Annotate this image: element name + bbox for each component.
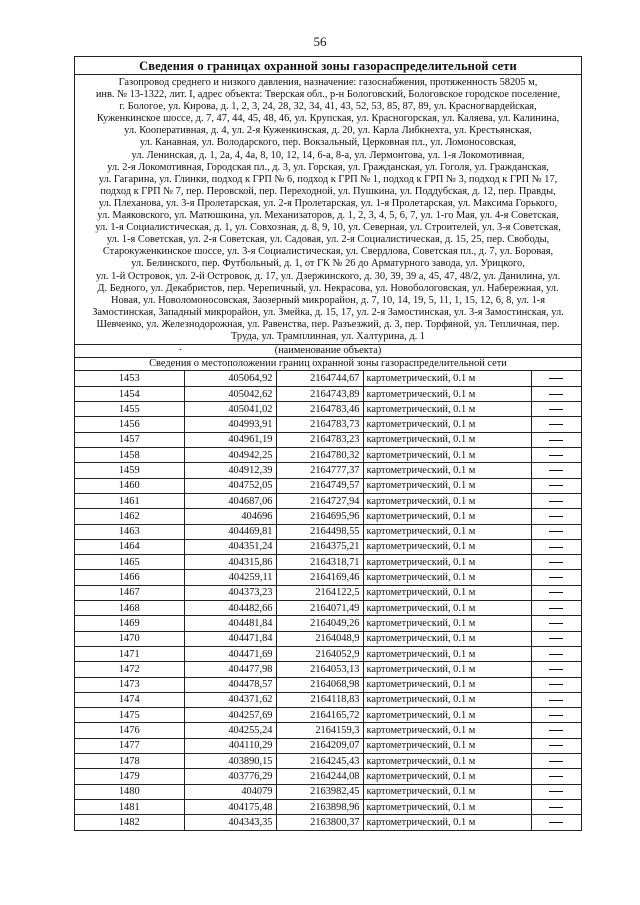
description-line: Куженкинское шоссе, д. 7, 47, 44, 45, 48, 46, ул. Крупская, ул. Красногорская, ул. Каляева, ул. Калинина, [96, 113, 560, 125]
dash-cell [531, 417, 581, 432]
point-number-cell: 1455 [75, 402, 184, 417]
table-row [75, 723, 581, 738]
table-row [75, 524, 581, 539]
section-title: Сведения о местоположении границ охранной зоны газораспределительной сети [75, 358, 581, 371]
dash-cell [531, 769, 581, 784]
method-cell: картометрический, 0.1 м [363, 417, 531, 432]
table-row [75, 570, 581, 585]
point-number-cell: 1454 [75, 386, 184, 401]
y-coordinate-cell: 2164122,5 [276, 585, 363, 600]
dash-cell [531, 753, 581, 768]
dash-cell [531, 478, 581, 493]
point-number-cell: 1469 [75, 616, 184, 631]
table-row [75, 784, 581, 799]
dash-mark [549, 669, 563, 670]
x-coordinate-cell: 404687,06 [184, 493, 276, 508]
dash-cell [531, 723, 581, 738]
x-coordinate-cell: 404351,24 [184, 539, 276, 554]
dash-cell [531, 677, 581, 692]
method-cell: картометрический, 0.1 м [363, 478, 531, 493]
method-cell: картометрический, 0.1 м [363, 539, 531, 554]
table-row [75, 386, 581, 401]
x-coordinate-cell: 404175,48 [184, 799, 276, 814]
description-line: инв. № 13-1322, лит. I, адрес объекта: Тверская обл., р-н Бологовский, Бологовское городское поселение, [95, 89, 561, 101]
x-coordinate-cell: 404993,91 [184, 417, 276, 432]
description-line: ул. 1-й Островок, ул. 2-й Островок, д. 17, ул. Дзержинского, д. 30, 39, 39 а, 45, 47, 48/2, ул. Данилина, ул. [95, 270, 561, 282]
x-coordinate-cell: 404343,35 [184, 815, 276, 830]
x-coordinate-cell: 404471,84 [184, 631, 276, 646]
table-row [75, 371, 581, 386]
point-number-cell: 1482 [75, 815, 184, 830]
description-line: Замостинская, Западный микрорайон, ул. Змейка, д. 15, 17, ул. 2-я Замостинская, ул. 3-я Замостинская, ул. [92, 306, 564, 318]
y-coordinate-cell: 2164118,83 [276, 692, 363, 707]
method-cell: картометрический, 0.1 м [363, 692, 531, 707]
table-row [75, 662, 581, 677]
point-number-cell: 1463 [75, 524, 184, 539]
x-coordinate-cell: 404259,11 [184, 570, 276, 585]
dash-cell [531, 631, 581, 646]
method-cell: картометрический, 0.1 м [363, 371, 531, 386]
dash-mark [549, 776, 563, 777]
table-row [75, 417, 581, 432]
table-row [75, 677, 581, 692]
dash-mark [549, 623, 563, 624]
method-cell: картометрический, 0.1 м [363, 815, 531, 830]
y-coordinate-cell: 2164049,26 [276, 616, 363, 631]
table-row [75, 692, 581, 707]
point-number-cell: 1478 [75, 753, 184, 768]
point-number-cell: 1456 [75, 417, 184, 432]
point-number-cell: 1457 [75, 432, 184, 447]
table-row [75, 753, 581, 768]
x-coordinate-cell: 404469,81 [184, 524, 276, 539]
x-coordinate-cell: 404912,39 [184, 463, 276, 478]
method-cell: картометрический, 0.1 м [363, 708, 531, 723]
dash-mark [549, 791, 563, 792]
y-coordinate-cell: 2164783,73 [276, 417, 363, 432]
table-row [75, 478, 581, 493]
y-coordinate-cell: 2164375,21 [276, 539, 363, 554]
method-cell: картометрический, 0.1 м [363, 524, 531, 539]
y-coordinate-cell: 2164244,08 [276, 769, 363, 784]
dash-mark [549, 531, 563, 532]
y-coordinate-cell: 2163800,37 [276, 815, 363, 830]
y-coordinate-cell: 2164052,9 [276, 646, 363, 661]
description-line: подход к ГРП № 7, пер. Перовской, пер. Переходной, ул. Пушкина, ул. Поддубская, д. 12, пер. Правды, [100, 185, 556, 197]
point-number-cell: 1480 [75, 784, 184, 799]
point-number-cell: 1471 [75, 646, 184, 661]
description-line: ул. Канавная, ул. Володарского, пер. Вокзальный, Церковная пл., ул. Ломоносовская, [139, 137, 517, 149]
dash-mark [549, 715, 563, 716]
point-number-cell: 1470 [75, 631, 184, 646]
method-cell: картометрический, 0.1 м [363, 662, 531, 677]
point-number-cell: 1472 [75, 662, 184, 677]
dash-cell [531, 662, 581, 677]
x-coordinate-cell: 404696 [184, 509, 276, 524]
dash-cell [531, 784, 581, 799]
point-number-cell: 1464 [75, 539, 184, 554]
x-coordinate-cell: 404471,69 [184, 646, 276, 661]
description-line: Газопровод среднего и низкого давления, назначение: газоснабжения, протяженность 58205 м, [118, 77, 538, 88]
y-coordinate-cell: 2164727,94 [276, 493, 363, 508]
table-row [75, 509, 581, 524]
table-row [75, 815, 581, 830]
dash-mark [549, 409, 563, 410]
description-line: ул. Маяковского, ул. Матюшкина, ул. Механизаторов, д. 1, 2, 3, 4, 5, 6, 7, ул. 1-го Мая, ул. 4-я Советская, [97, 210, 559, 222]
dash-mark [549, 577, 563, 578]
y-coordinate-cell: 2164245,43 [276, 753, 363, 768]
point-number-cell: 1462 [75, 509, 184, 524]
point-number-cell: 1465 [75, 555, 184, 570]
dash-cell [531, 555, 581, 570]
coordinates-table [75, 371, 581, 830]
dash-cell [531, 448, 581, 463]
point-number-cell: 1477 [75, 738, 184, 753]
y-coordinate-cell: 2164071,49 [276, 601, 363, 616]
table-row [75, 708, 581, 723]
dash-cell [531, 493, 581, 508]
table-row [75, 463, 581, 478]
dash-cell [531, 509, 581, 524]
method-cell: картометрический, 0.1 м [363, 432, 531, 447]
method-cell: картометрический, 0.1 м [363, 799, 531, 814]
dash-mark [549, 424, 563, 425]
y-coordinate-cell: 2164048,9 [276, 631, 363, 646]
point-number-cell: 1459 [75, 463, 184, 478]
method-cell: картометрический, 0.1 м [363, 448, 531, 463]
y-coordinate-cell: 2164743,89 [276, 386, 363, 401]
table-row [75, 769, 581, 784]
point-number-cell: 1468 [75, 601, 184, 616]
dash-cell [531, 799, 581, 814]
object-description [75, 75, 581, 345]
method-cell: картометрический, 0.1 м [363, 631, 531, 646]
method-cell: картометрический, 0.1 м [363, 402, 531, 417]
y-coordinate-cell: 2164165,72 [276, 708, 363, 723]
description-line: ул. Белинского, пер. Футбольный, д. 1, от ГК № 26 до Арматурного завода, ул. Урицкого, [131, 258, 525, 270]
description-line: Новая, ул. Новоломоносовская, Заозерный микрорайон, д. 7, 10, 14, 19, 5, 11, 1, 15, 12, 6, 8, ул. 1-я [110, 294, 546, 306]
method-cell: картометрический, 0.1 м [363, 723, 531, 738]
method-cell: картометрический, 0.1 м [363, 784, 531, 799]
y-coordinate-cell: 2164777,37 [276, 463, 363, 478]
x-coordinate-cell: 403776,29 [184, 769, 276, 784]
method-cell: картометрический, 0.1 м [363, 386, 531, 401]
dash-mark [549, 684, 563, 685]
y-coordinate-cell: 2164744,67 [276, 371, 363, 386]
point-number-cell: 1458 [75, 448, 184, 463]
x-coordinate-cell: 404477,98 [184, 662, 276, 677]
x-coordinate-cell: 404110,29 [184, 738, 276, 753]
method-cell: картометрический, 0.1 м [363, 677, 531, 692]
table-row [75, 402, 581, 417]
description-line: ул. Ленинская, д. 1, 2а, 4, 4а, 8, 10, 12, 14, 6-а, 8-а, ул. Лермонтова, ул. 1-я Локомотивная, [131, 149, 525, 161]
description-line: ул. 2-я Локомотивная, Городская пл., д. 3, ул. Горская, ул. Гражданская, ул. Гоголя, ул. Гражданская, [107, 161, 549, 173]
method-cell: картометрический, 0.1 м [363, 570, 531, 585]
table-row [75, 631, 581, 646]
y-coordinate-cell: 2164159,3 [276, 723, 363, 738]
table-row [75, 539, 581, 554]
dash-mark [549, 730, 563, 731]
description-line: ул. 1-я Социалистическая, д. 1, ул. Совхозная, д. 8, 9, 10, ул. Северная, ул. Строителей, ул. 3-я Советская, [95, 222, 561, 234]
point-number-cell: 1481 [75, 799, 184, 814]
point-number-cell: 1473 [75, 677, 184, 692]
y-coordinate-cell: 2164209,07 [276, 738, 363, 753]
dash-mark [549, 807, 563, 808]
point-number-cell: 1474 [75, 692, 184, 707]
table-row [75, 448, 581, 463]
description-line: г. Бологое, ул. Кирова, д. 1, 2, 3, 24, 28, 32, 34, 41, 43, 52, 53, 85, 87, 89, ул. Красногвардейская, [119, 101, 537, 113]
dash-cell [531, 386, 581, 401]
y-coordinate-cell: 2164169,46 [276, 570, 363, 585]
dash-mark [549, 516, 563, 517]
dash-mark [549, 654, 563, 655]
y-coordinate-cell: 2163898,96 [276, 799, 363, 814]
dash-mark [549, 440, 563, 441]
x-coordinate-cell: 404373,23 [184, 585, 276, 600]
description-line: ул. Гагарина, ул. Глинки, подход к ГРП № 6, подход к ГРП № 1, подход к ГРП № 3, подход к ГРП № 17, [98, 173, 558, 185]
description-line: Старокуженкинское шоссе, ул. 3-я Социалистическая, ул. Свердлова, Советская пл., д. 7, ул. Боровая, [102, 246, 554, 258]
page-number: 56 [313, 34, 327, 49]
dash-cell [531, 539, 581, 554]
point-number-cell: 1460 [75, 478, 184, 493]
x-coordinate-cell: 404752,05 [184, 478, 276, 493]
method-cell: картометрический, 0.1 м [363, 463, 531, 478]
y-coordinate-cell: 2164783,46 [276, 402, 363, 417]
description-line: Труда, ул. Трамплинная, ул. Халтурина, д. 1 [230, 330, 426, 342]
y-coordinate-cell: 2164780,32 [276, 448, 363, 463]
method-cell: картометрический, 0.1 м [363, 555, 531, 570]
object-caption-row [75, 345, 581, 358]
table-row [75, 616, 581, 631]
x-coordinate-cell: 404478,57 [184, 677, 276, 692]
point-number-cell: 1476 [75, 723, 184, 738]
description-line: ул. Кооперативная, д. 4, ул. 2-я Куженкинская, д. 20, ул. Карла Либкнехта, ул. Крестьянская, [124, 125, 532, 137]
y-coordinate-cell: 2164783,23 [276, 432, 363, 447]
table-row [75, 493, 581, 508]
x-coordinate-cell: 404482,66 [184, 601, 276, 616]
x-coordinate-cell: 403890,15 [184, 753, 276, 768]
x-coordinate-cell: 405042,62 [184, 386, 276, 401]
document-title: Сведения о границах охранной зоны газораспределительной сети [75, 57, 581, 75]
x-coordinate-cell: 404942,25 [184, 448, 276, 463]
x-coordinate-cell: 404079 [184, 784, 276, 799]
boundary-document [74, 56, 582, 831]
table-row [75, 646, 581, 661]
description-line: ул. 1-я Советская, ул. 2-я Советская, ул. Садовая, ул. 2-я Социалистическая, д. 15, 25, пер. Свободы, [106, 234, 550, 246]
dash-cell [531, 738, 581, 753]
dash-mark [549, 470, 563, 471]
table-row [75, 738, 581, 753]
method-cell: картометрический, 0.1 м [363, 738, 531, 753]
dash-cell [531, 708, 581, 723]
dash-cell [531, 570, 581, 585]
y-coordinate-cell: 2164695,96 [276, 509, 363, 524]
method-cell: картометрический, 0.1 м [363, 509, 531, 524]
table-row [75, 601, 581, 616]
description-line: ул. Плеханова, ул. 3-я Пролетарская, ул. 2-я Пролетарская, ул. 1-я Пролетарская, ул. Максима Горького, [98, 197, 558, 209]
dash-cell [531, 616, 581, 631]
x-coordinate-cell: 405064,92 [184, 371, 276, 386]
dash-cell [531, 692, 581, 707]
caption-dot: · [179, 345, 183, 357]
table-row [75, 555, 581, 570]
y-coordinate-cell: 2164318,71 [276, 555, 363, 570]
x-coordinate-cell: 404255,24 [184, 723, 276, 738]
dash-cell [531, 601, 581, 616]
dash-cell [531, 432, 581, 447]
dash-cell [531, 646, 581, 661]
x-coordinate-cell: 404481,84 [184, 616, 276, 631]
dash-mark [549, 547, 563, 548]
y-coordinate-cell: 2163982,45 [276, 784, 363, 799]
dash-mark [549, 700, 563, 701]
point-number-cell: 1467 [75, 585, 184, 600]
dash-cell [531, 371, 581, 386]
point-number-cell: 1475 [75, 708, 184, 723]
x-coordinate-cell: 404961,19 [184, 432, 276, 447]
dash-mark [549, 455, 563, 456]
y-coordinate-cell: 2164749,57 [276, 478, 363, 493]
x-coordinate-cell: 404257,69 [184, 708, 276, 723]
description-line: Шевченко, ул. Железнодорожная, ул. Равенства, пер. Разъезжий, д. 3, пер. Торфяной, ул. Тепличная, пер. [96, 318, 560, 330]
point-number-cell: 1461 [75, 493, 184, 508]
dash-mark [549, 378, 563, 379]
dash-mark [549, 562, 563, 563]
y-coordinate-cell: 2164068,98 [276, 677, 363, 692]
dash-mark [549, 745, 563, 746]
dash-mark [549, 822, 563, 823]
x-coordinate-cell: 404371,62 [184, 692, 276, 707]
object-caption: (наименование объекта) [274, 345, 382, 357]
description-line: Д. Бедного, ул. Декабристов, пер. Черепичный, ул. Некрасова, ул. Новобологовская, ул. Набережная, ул. [97, 282, 559, 294]
method-cell: картометрический, 0.1 м [363, 493, 531, 508]
dash-mark [549, 608, 563, 609]
x-coordinate-cell: 405041,02 [184, 402, 276, 417]
x-coordinate-cell: 404315,86 [184, 555, 276, 570]
dash-mark [549, 485, 563, 486]
point-number-cell: 1453 [75, 371, 184, 386]
table-row [75, 432, 581, 447]
y-coordinate-cell: 2164498,55 [276, 524, 363, 539]
dash-cell [531, 463, 581, 478]
method-cell: картометрический, 0.1 м [363, 601, 531, 616]
method-cell: картометрический, 0.1 м [363, 585, 531, 600]
method-cell: картометрический, 0.1 м [363, 753, 531, 768]
y-coordinate-cell: 2164053,13 [276, 662, 363, 677]
dash-mark [549, 592, 563, 593]
point-number-cell: 1479 [75, 769, 184, 784]
method-cell: картометрический, 0.1 м [363, 769, 531, 784]
dash-mark [549, 638, 563, 639]
table-row [75, 799, 581, 814]
method-cell: картометрический, 0.1 м [363, 646, 531, 661]
dash-cell [531, 402, 581, 417]
table-row [75, 585, 581, 600]
dash-cell [531, 585, 581, 600]
dash-cell [531, 524, 581, 539]
method-cell: картометрический, 0.1 м [363, 616, 531, 631]
point-number-cell: 1466 [75, 570, 184, 585]
dash-mark [549, 761, 563, 762]
dash-mark [549, 394, 563, 395]
dash-mark [549, 501, 563, 502]
dash-cell [531, 815, 581, 830]
